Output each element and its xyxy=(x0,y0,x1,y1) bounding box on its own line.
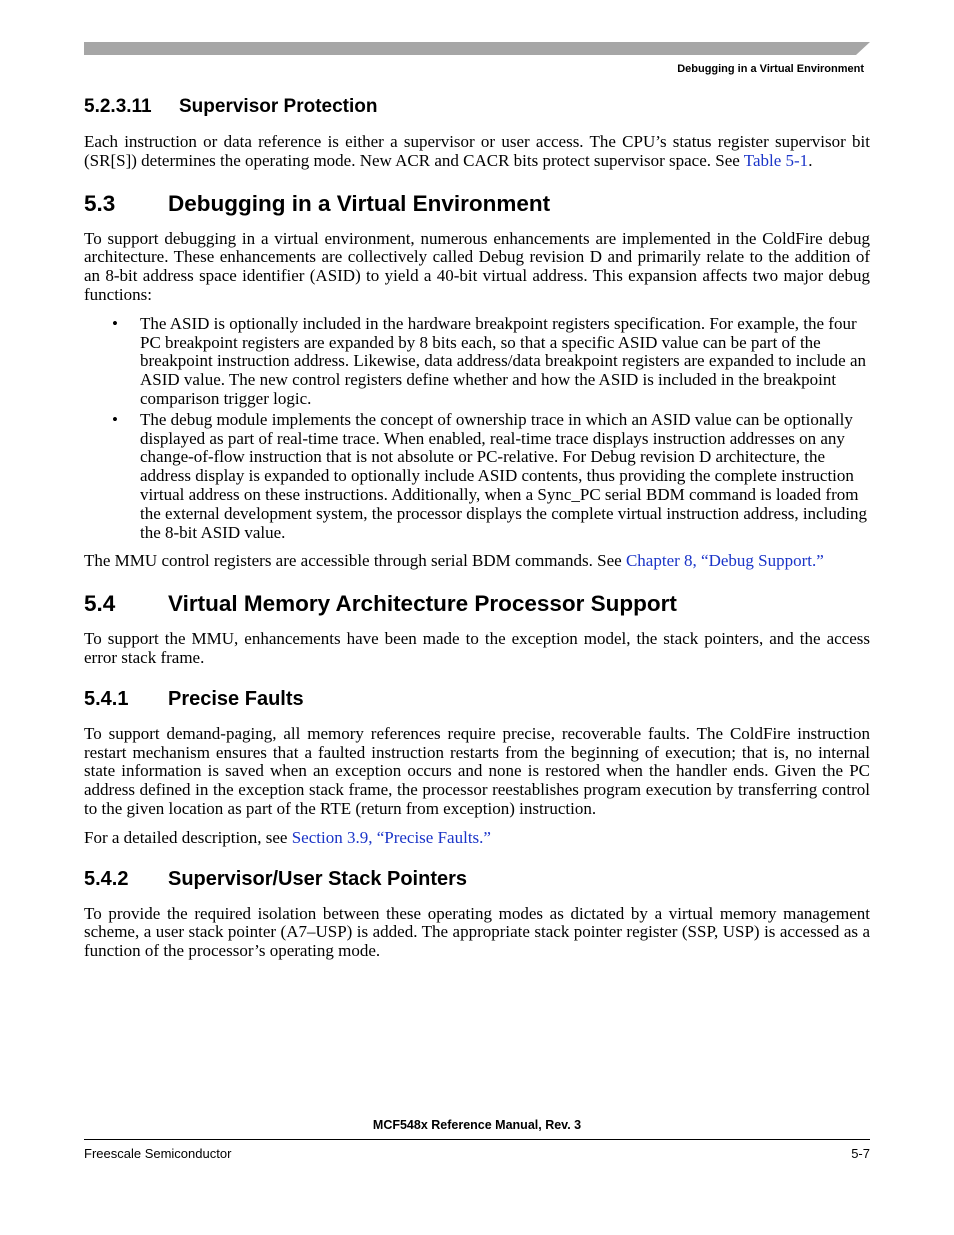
list-item-text: The debug module implements the concept of ownership trace in which an ASID value can be optionally displayed as part of real-time trace. When enabled, real-time trace displays instruction addresses on any change-of-flow instruction that is not absolute or PC-relative. For Debug revision D architecture, the address display is expanded to optionally include ASID contents, thus providing the complete instruction virtual address on these instructions. Additionally, when a Sync_PC serial BDM command is loaded from the external development system, the processor displays the complete virtual instruction address, including the 8-bit ASID value. xyxy=(140,409,868,542)
paragraph-text: The MMU control registers are accessible through serial BDM commands. See xyxy=(84,551,626,571)
stack-pointers-paragraph: To provide the required isolation between these operating modes as dictated by a virtual memory management scheme, a user stack pointer (A7–USP) is added. The appropriate stack pointer register (SSP, USP) is accessed as a function of the processor’s operating mode. xyxy=(84,903,870,961)
list-item xyxy=(84,411,870,543)
section-number: 5.4 xyxy=(84,591,116,617)
header-bar xyxy=(84,42,870,55)
footer-page-number: 5-7 xyxy=(851,1146,870,1161)
heading-supervisor-protection xyxy=(84,96,870,118)
list-item-text: The ASID is optionally included in the hardware breakpoint registers specification. For example, the four PC breakpoint registers are expanded by 8 bits each, so that a specific ASID value can be part of the breakpoint instruction address. Likewise, data address/data breakpoint registers are expanded to include an ASID value. The new control registers define whether and how the ASID is included in the breakpoint comparison trigger logic. xyxy=(140,313,867,408)
heading-stack-pointers xyxy=(84,868,870,891)
footer-company: Freescale Semiconductor xyxy=(84,1146,232,1161)
bullet-symbol: • xyxy=(112,313,118,333)
section-number: 5.4.1 xyxy=(84,687,129,710)
paragraph-end: . xyxy=(808,150,813,170)
precise-faults-reference xyxy=(84,829,870,848)
virtual-memory-paragraph: To support the MMU, enhancements have been made to the exception model, the stack pointers, and the access error stack frame. xyxy=(84,629,870,667)
bullet-symbol: • xyxy=(112,409,118,429)
section-title: Supervisor/User Stack Pointers xyxy=(168,867,468,890)
chapter-8-link[interactable]: Chapter 8, “Debug Support.” xyxy=(625,551,824,571)
section-number: 5.4.2 xyxy=(84,867,129,890)
section-number: 5.3 xyxy=(84,190,116,216)
footer-manual-title: MCF548x Reference Manual, Rev. 3 xyxy=(372,1118,582,1132)
supervisor-protection-paragraph xyxy=(84,133,870,171)
debugging-intro-paragraph: To support debugging in a virtual environment, numerous enhancements are implemented in the ColdFire debug architecture. These enhancements are collectively called Debug revision D and primarily relate to the addition of an 8-bit address space identifier (ASID) to yield a 40-bit virtual address. This expansion affects two major debug functions: xyxy=(84,228,870,304)
paragraph-text: For a detailed description, see xyxy=(84,827,292,847)
section-number: 5.2.3.11 xyxy=(84,96,152,117)
footer-divider xyxy=(84,1139,870,1140)
section-title: Virtual Memory Architecture Processor Support xyxy=(168,591,677,617)
precise-faults-paragraph: To support demand-paging, all memory references require precise, recoverable faults. The ColdFire instruction restart mechanism ensures that a faulted instruction restarts from the beginning of execution; that is, no internal state information is saved when an exception occurs and none is restored when the handler ends. Given the PC address defined in the exception stack frame, the processor reestablishes program execution by transferring control to the given location as part of the RTE (return from exception) instruction. xyxy=(84,723,870,818)
debug-functions-list xyxy=(84,315,870,543)
section-title: Precise Faults xyxy=(168,687,304,710)
section-title: Supervisor Protection xyxy=(179,96,378,117)
heading-virtual-memory-architecture xyxy=(84,591,870,617)
mmu-control-paragraph xyxy=(84,552,870,571)
paragraph-text: Each instruction or data reference is either a supervisor or user access. The CPU’s status register supervisor bit (SR[S]) determines the operating mode. New ACR and CACR bits protect supervisor space. See xyxy=(84,132,870,170)
section-title: Debugging in a Virtual Environment xyxy=(168,190,551,216)
heading-precise-faults xyxy=(84,688,870,711)
running-head: Debugging in a Virtual Environment xyxy=(677,63,864,75)
list-item xyxy=(84,315,870,409)
heading-debugging-virtual-environment xyxy=(84,191,870,217)
page-content xyxy=(84,96,870,971)
table-5-1-link[interactable]: Table 5-1 xyxy=(743,150,809,170)
section-3-9-link[interactable]: Section 3.9, “Precise Faults.” xyxy=(291,827,491,847)
header-bar-graphic xyxy=(84,42,870,55)
